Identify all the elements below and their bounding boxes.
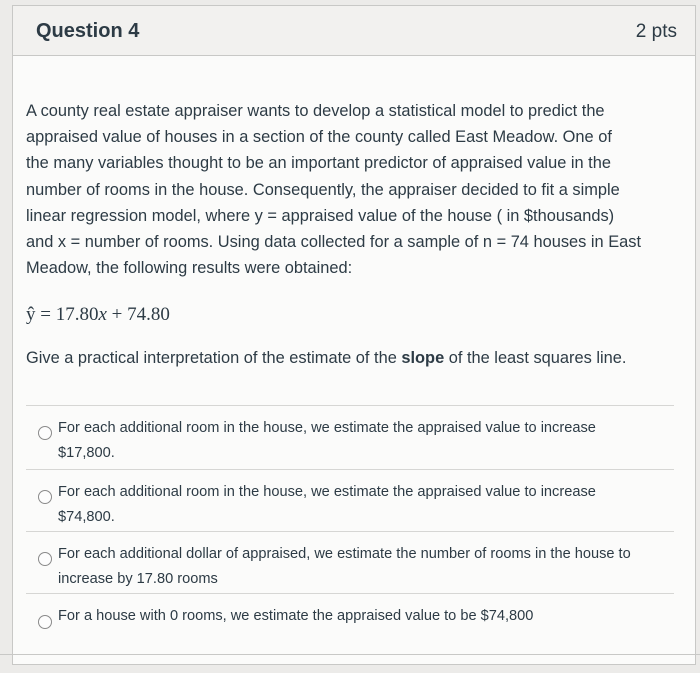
answer-option-4[interactable]	[26, 593, 674, 643]
radio-button[interactable]	[38, 552, 52, 566]
answer-option-2[interactable]	[26, 469, 674, 531]
answer-label	[58, 542, 658, 592]
regression-equation	[26, 304, 170, 326]
prompt-text-end: of the least squares line.	[444, 349, 627, 367]
answer-label	[58, 480, 658, 530]
equation-yhat: ŷ	[26, 304, 36, 325]
question-text-line: Meadow, the following results were obtained:	[26, 259, 353, 278]
question-text-line: the many variables thought to be an important predictor of appraised value in the	[26, 154, 611, 173]
answer-label	[58, 604, 658, 629]
answer-label	[58, 416, 658, 466]
answer-label-line: For each additional dollar of appraised, we estimate the number of rooms in the house to	[58, 546, 631, 562]
equation-slope: = 17.80	[35, 304, 99, 325]
prompt-bold-word: slope	[401, 349, 445, 367]
radio-button[interactable]	[38, 490, 52, 504]
question-prompt	[26, 349, 626, 368]
question-title: Question 4	[36, 20, 140, 42]
question-text	[26, 98, 674, 281]
answer-label-line: For each additional room in the house, we estimate the appraised value to increase	[58, 484, 596, 500]
answer-label-line: increase by 17.80 rooms	[58, 571, 218, 587]
prompt-text: Give a practical interpretation of the estimate of the	[26, 349, 402, 367]
question-text-line: and x = number of rooms. Using data collected for a sample of n = 74 houses in East	[26, 233, 641, 252]
answer-label-line: For each additional room in the house, we estimate the appraised value to increase	[58, 420, 596, 436]
answer-option-3[interactable]	[26, 531, 674, 593]
question-text-line: A county real estate appraiser wants to develop a statistical model to predict the	[26, 102, 605, 120]
equation-intercept: + 74.80	[106, 304, 170, 325]
answer-label-line: $17,800.	[58, 445, 115, 461]
radio-button[interactable]	[38, 615, 52, 629]
bottom-divider	[0, 654, 700, 655]
question-text-line: number of rooms in the house. Consequently, the appraiser decided to fit a simple	[26, 180, 620, 199]
question-header	[13, 6, 695, 56]
equation-variable: x	[98, 304, 107, 325]
answer-label-line: For a house with 0 rooms, we estimate the appraised value to be $74,800	[58, 608, 534, 624]
answer-label-line: $74,800.	[58, 509, 115, 525]
question-text-line: appraised value of houses in a section of the county called East Meadow. One of	[26, 128, 612, 147]
question-text-line: linear regression model, where y = appraised value of the house ( in $thousands)	[26, 206, 615, 225]
points-value: 2 pts	[635, 21, 677, 42]
radio-button[interactable]	[38, 426, 52, 440]
answer-option-1[interactable]	[26, 405, 674, 469]
answer-list	[26, 405, 674, 643]
